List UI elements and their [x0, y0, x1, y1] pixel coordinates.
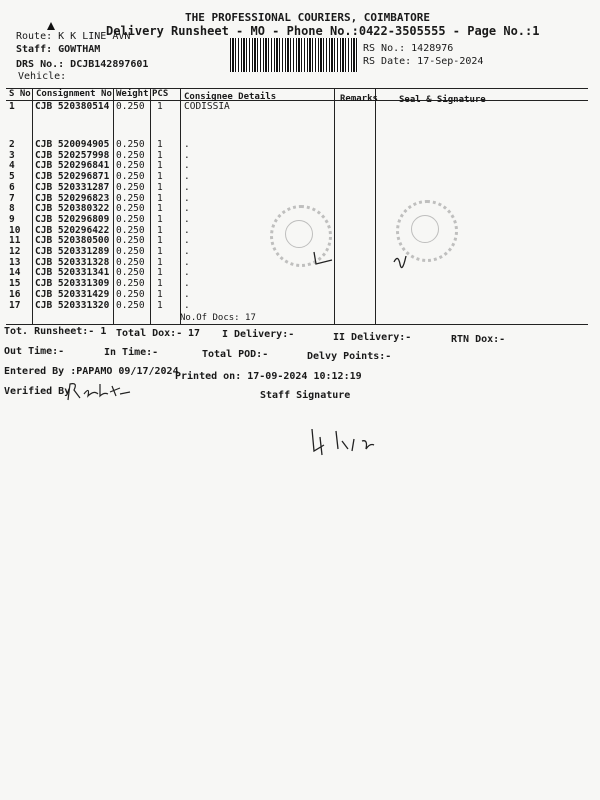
- col-header-weight: Weight: [116, 89, 149, 99]
- row-consignment-no: CJB 520331341: [35, 267, 110, 279]
- col-header-pcs: PCS: [152, 89, 169, 99]
- staff-label: Staff: GOWTHAM: [16, 44, 101, 55]
- row-consignment-no: CJB 520380500: [35, 235, 110, 247]
- row-sno: 8: [9, 203, 15, 215]
- row-sno: 12: [9, 246, 21, 257]
- table-row: [0, 101, 600, 112]
- row-consignee-details: .: [184, 139, 190, 150]
- row-consignment-no: CJB 520296823: [35, 192, 110, 204]
- total-dox-label: Total Dox:-: [116, 328, 183, 339]
- table-row: [0, 150, 600, 161]
- row-weight: 0.250: [116, 256, 145, 268]
- no-of-docs: No.Of Docs: 17: [180, 313, 256, 323]
- row-weight: 0.250: [116, 288, 145, 300]
- row-consignee-details: .: [184, 299, 190, 311]
- row-sno: 14: [9, 267, 21, 279]
- row-pcs: 1: [157, 278, 163, 290]
- row-consignee-details: .: [184, 160, 190, 172]
- col-header-consignment: Consignment No: [36, 89, 112, 99]
- row-consignee-details: .: [184, 267, 190, 279]
- row-pcs: 1: [157, 160, 163, 172]
- row-consignee-details: .: [184, 213, 190, 225]
- row-consignment-no: CJB 520331320: [35, 299, 110, 311]
- table-bottom-rule: [6, 324, 588, 325]
- row-pcs: 1: [157, 149, 163, 161]
- row-weight: 0.250: [116, 213, 145, 225]
- row-weight: 0.250: [116, 149, 145, 161]
- row-sno: 3: [9, 149, 15, 161]
- staff-signature: [308, 425, 378, 459]
- row-pcs: 1: [157, 256, 163, 268]
- row-weight: 0.250: [116, 139, 145, 150]
- row-pcs: 1: [157, 246, 163, 257]
- row-consignee-details: .: [184, 288, 190, 300]
- in-time: In Time:-: [104, 347, 159, 358]
- row-sno: 10: [9, 224, 21, 236]
- rs-number: RS No.: 1428976: [363, 43, 454, 54]
- row-pcs: 1: [157, 192, 163, 204]
- entered-by: Entered By :PAPAMO 09/17/2024: [4, 366, 179, 377]
- ii-delivery: II Delivery:-: [333, 332, 412, 343]
- verified-by-signature: [64, 380, 134, 402]
- row-sno: 6: [9, 181, 15, 193]
- row-consignee-details: .: [184, 246, 190, 257]
- row-pcs: 1: [157, 224, 163, 236]
- route-label: Route: K K LINE AVN: [16, 31, 131, 42]
- remarks-signature: [310, 250, 350, 270]
- row-weight: 0.250: [116, 181, 145, 193]
- runsheet-title: Delivery Runsheet - MO - Phone No.:0422-3505555 - Page No.:1: [106, 24, 540, 38]
- table-row: [0, 267, 600, 278]
- table-row: [0, 139, 600, 150]
- row-consignment-no: CJB 520296422: [35, 224, 110, 236]
- row-sno: 2: [9, 139, 15, 150]
- vehicle-label: Vehicle:: [18, 71, 67, 82]
- tot-runsheet: Tot. Runsheet:- 1: [4, 326, 107, 337]
- row-sno: 5: [9, 171, 15, 183]
- row-consignment-no: CJB 520296841: [35, 160, 110, 172]
- seal-signature: [392, 250, 422, 280]
- row-consignee-details: .: [184, 171, 190, 183]
- delvy-points: Delvy Points:-: [307, 351, 392, 362]
- rtn-dox: RTN Dox:-: [451, 334, 506, 345]
- row-sno: 9: [9, 213, 15, 225]
- row-consignee-details: CODISSIA: [184, 101, 230, 112]
- row-pcs: 1: [157, 139, 163, 150]
- i-delivery: I Delivery:-: [222, 329, 295, 340]
- row-weight: 0.250: [116, 299, 145, 311]
- company-title: THE PROFESSIONAL COURIERS, COIMBATORE: [185, 11, 431, 24]
- row-consignment-no: CJB 520296809: [35, 213, 110, 225]
- row-weight: 0.250: [116, 203, 145, 215]
- row-weight: 0.250: [116, 160, 145, 172]
- row-consignment-no: CJB 520331328: [35, 256, 110, 268]
- row-pcs: 1: [157, 181, 163, 193]
- row-pcs: 1: [157, 288, 163, 300]
- table-row: [0, 278, 600, 289]
- col-header-sno: S No: [9, 89, 31, 99]
- row-consignment-no: CJB 520331429: [35, 288, 110, 300]
- row-sno: 4: [9, 160, 15, 172]
- table-row: [0, 171, 600, 182]
- total-pod: Total POD:-: [202, 349, 269, 360]
- row-consignee-details: .: [184, 181, 190, 193]
- row-consignee-details: .: [184, 149, 190, 161]
- table-row: [0, 160, 600, 171]
- corner-mark-icon: [45, 20, 57, 32]
- row-consignment-no: CJB 520094905: [35, 139, 110, 150]
- row-pcs: 1: [157, 235, 163, 247]
- row-pcs: 1: [157, 171, 163, 183]
- row-weight: 0.250: [116, 246, 145, 257]
- row-pcs: 1: [157, 213, 163, 225]
- barcode-image: [230, 38, 358, 72]
- row-consignee-details: .: [184, 203, 190, 215]
- row-consignment-no: CJB 520257998: [35, 149, 110, 161]
- row-consignment-no: CJB 520296871: [35, 171, 110, 183]
- row-consignee-details: .: [184, 224, 190, 236]
- row-sno: 16: [9, 288, 21, 300]
- row-sno: 17: [9, 299, 21, 311]
- row-sno: 11: [9, 235, 21, 247]
- row-weight: 0.250: [116, 235, 145, 247]
- row-sno: 15: [9, 278, 21, 290]
- row-weight: 0.250: [116, 267, 145, 279]
- row-pcs: 1: [157, 267, 163, 279]
- row-consignee-details: .: [184, 256, 190, 268]
- row-sno: 7: [9, 192, 15, 204]
- table-row: [0, 300, 600, 311]
- col-header-remarks: Remarks: [340, 94, 378, 104]
- printed-on: Printed on: 17-09-2024 10:12:19: [175, 371, 362, 382]
- out-time: Out Time:-: [4, 346, 65, 357]
- row-consignee-details: .: [184, 235, 190, 247]
- row-consignment-no: CJB 520380514: [35, 101, 110, 112]
- rs-date: RS Date: 17-Sep-2024: [363, 56, 484, 67]
- drs-number: DRS No.: DCJB142897601: [16, 59, 149, 70]
- row-weight: 0.250: [116, 101, 145, 112]
- row-consignee-details: .: [184, 278, 190, 290]
- row-pcs: 1: [157, 101, 163, 112]
- total-dox-value: 17: [188, 328, 201, 339]
- row-sno: 13: [9, 256, 21, 268]
- row-weight: 0.250: [116, 171, 145, 183]
- row-weight: 0.250: [116, 192, 145, 204]
- row-pcs: 1: [157, 203, 163, 215]
- row-sno: 1: [9, 101, 15, 112]
- row-consignment-no: CJB 520331309: [35, 278, 110, 290]
- staff-signature-label: Staff Signature: [260, 390, 351, 401]
- row-weight: 0.250: [116, 278, 145, 290]
- row-consignment-no: CJB 520331287: [35, 181, 110, 193]
- row-weight: 0.250: [116, 224, 145, 236]
- table-row: [0, 193, 600, 204]
- row-pcs: 1: [157, 299, 163, 311]
- table-row: [0, 182, 600, 193]
- verified-by: Verified By: [4, 386, 71, 397]
- row-consignment-no: CJB 520380322: [35, 203, 110, 215]
- table-row: [0, 289, 600, 300]
- row-consignee-details: .: [184, 192, 190, 204]
- col-header-seal: Seal & Signature: [399, 95, 486, 105]
- col-header-consignee: Consignee Details: [184, 92, 277, 102]
- row-consignment-no: CJB 520331289: [35, 246, 110, 257]
